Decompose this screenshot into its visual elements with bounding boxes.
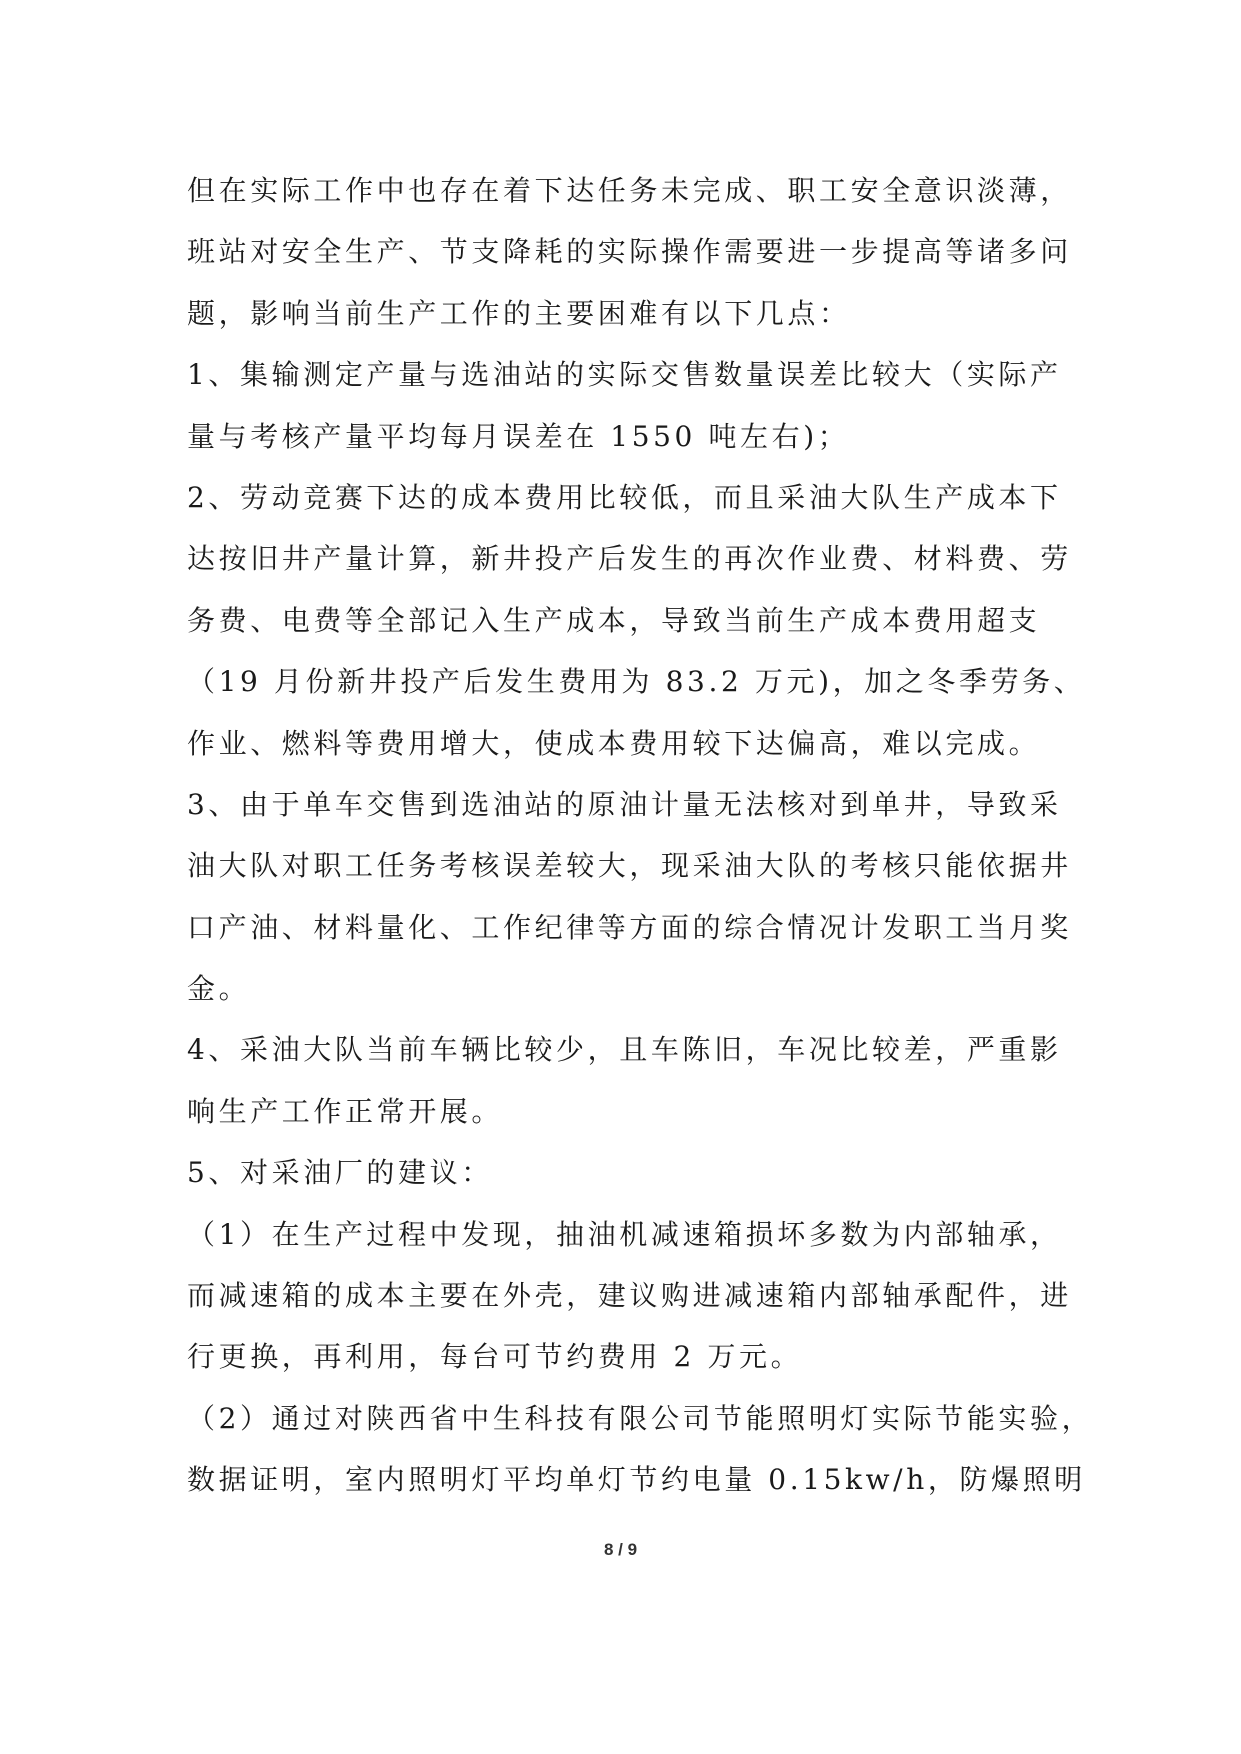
- text-line: （19 月份新井投产后发生费用为 83.2 万元)，加之冬季劳务、: [187, 665, 1086, 699]
- text-line: 口产油、材料量化、工作纪律等方面的综合情况计发职工当月奖: [187, 910, 1072, 944]
- text-line: 务费、电费等全部记入生产成本，导致当前生产成本费用超支: [187, 603, 1041, 637]
- text-line: 达按旧井产量计算，新井投产后发生的再次作业费、材料费、劳: [187, 542, 1072, 576]
- text-line: 而减速箱的成本主要在外壳，建议购进减速箱内部轴承配件，进: [187, 1279, 1072, 1313]
- text-line: 数据证明，室内照明灯平均单灯节约电量 0.15kw/h，防爆照明: [187, 1463, 1086, 1497]
- page-number: 8 / 9: [603, 1540, 638, 1559]
- text-line: 1、集输测定产量与选油站的实际交售数量误差比较大（实际产: [187, 358, 1062, 392]
- text-line: 作业、燃料等费用增大，使成本费用较下达偏高，难以完成。: [187, 726, 1041, 760]
- text-line: 但在实际工作中也存在着下达任务未完成、职工安全意识淡薄，: [187, 174, 1072, 207]
- text-line: （1）在生产过程中发现，抽油机减速箱损坏多数为内部轴承，: [187, 1217, 1062, 1251]
- body-text: [187, 160, 1094, 1511]
- text-line: 2、劳动竞赛下达的成本费用比较低，而且采油大队生产成本下: [187, 480, 1062, 514]
- text-line: 4、采油大队当前车辆比较少，且车陈旧，车况比较差，严重影: [187, 1033, 1062, 1067]
- text-line: 5、对采油厂的建议：: [187, 1156, 493, 1190]
- text-line: 量与考核产量平均每月误差在 1550 吨左右)；: [187, 419, 850, 453]
- text-line: 油大队对职工任务考核误差较大，现采油大队的考核只能依据井: [187, 849, 1072, 883]
- text-line: 班站对安全生产、节支降耗的实际操作需要进一步提高等诸多问: [187, 235, 1072, 269]
- text-line: 行更换，再利用，每台可节约费用 2 万元。: [187, 1340, 803, 1374]
- text-line: 金。: [187, 972, 251, 1006]
- text-line: （2）通过对陕西省中生科技有限公司节能照明灯实际节能实验，: [187, 1401, 1094, 1435]
- text-line: 响生产工作正常开展。: [187, 1094, 504, 1128]
- text-line: 题，影响当前生产工作的主要困难有以下几点：: [187, 296, 851, 330]
- text-line: 3、由于单车交售到选油站的原油计量无法核对到单井，导致采: [187, 787, 1062, 821]
